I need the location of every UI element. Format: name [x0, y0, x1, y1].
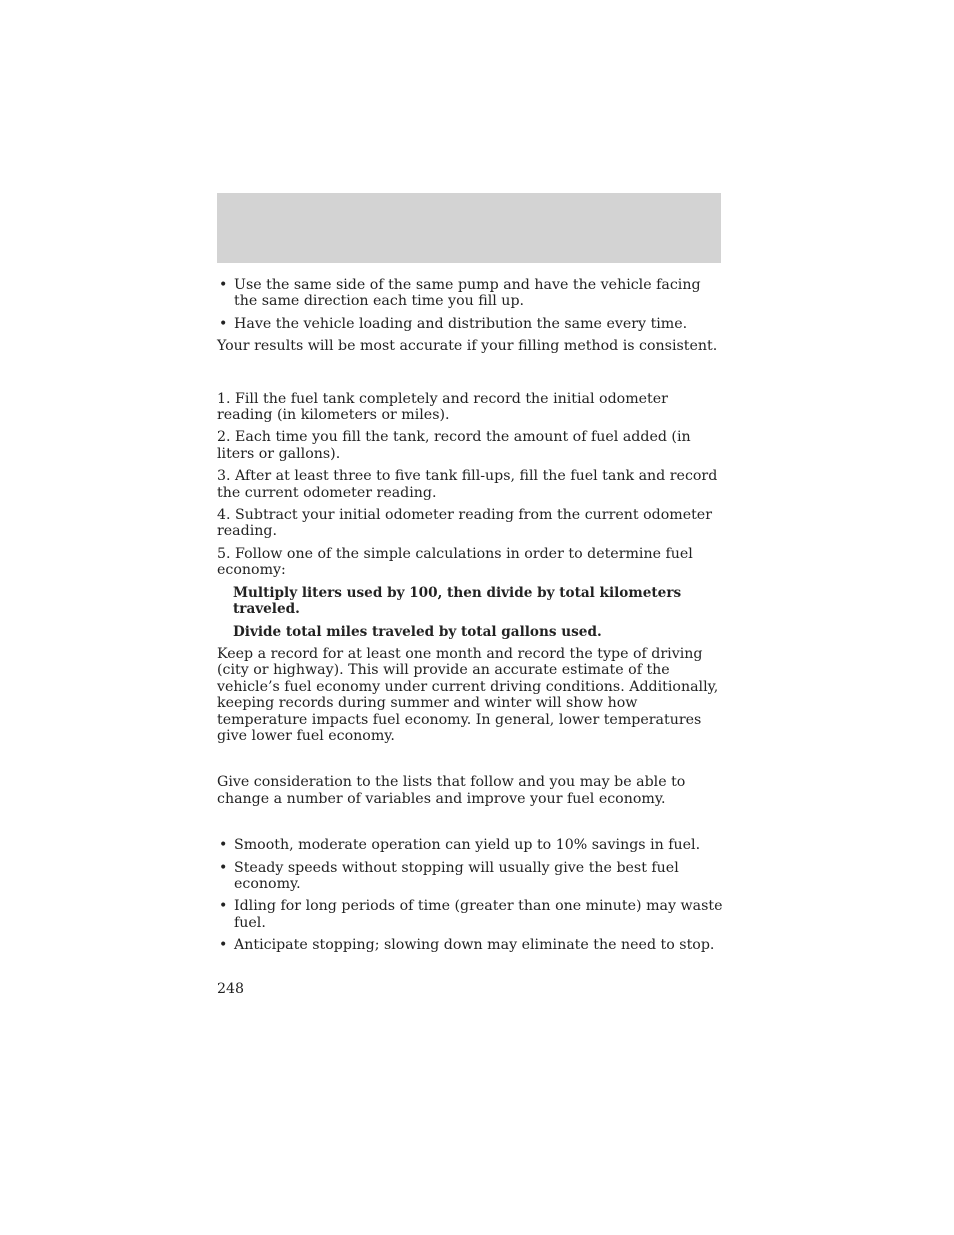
list-item	[217, 860, 723, 893]
list-item	[217, 937, 723, 953]
section-gap	[217, 361, 723, 391]
list-item	[217, 837, 723, 853]
page-number: 248	[217, 981, 245, 997]
calculation-steps	[217, 391, 723, 579]
bullet-icon: •	[219, 859, 228, 876]
metric-formula: Multiply liters used by 100, then divide by total kilometers traveled.	[233, 584, 682, 618]
bullet-icon: •	[219, 315, 228, 332]
list-item-text: Steady speeds without stopping will usually give the best fuel economy.	[234, 859, 679, 892]
list-item-text: Use the same side of the same pump and have the vehicle facing the same direction each time you fill up.	[234, 277, 701, 310]
step-item: 1. Fill the fuel tank completely and record the initial odometer reading (in kilometers or miles).	[217, 390, 668, 424]
us-formula: Divide total miles traveled by total gallons used.	[233, 623, 602, 640]
list-item-text: Anticipate stopping; slowing down may eliminate the need to stop.	[234, 937, 715, 954]
list-item-text: Idling for long periods of time (greater than one minute) may waste fuel.	[234, 898, 723, 931]
list-item	[217, 277, 723, 310]
consistency-note: Your results will be most accurate if your filling method is consistent.	[217, 338, 718, 355]
step-item: 5. Follow one of the simple calculations in order to determine fuel economy:	[217, 545, 693, 579]
step-item: 4. Subtract your initial odometer reading from the current odometer reading.	[217, 507, 712, 540]
list-item-text: Have the vehicle loading and distribution the same every time.	[234, 315, 688, 332]
filling-tips-list	[217, 277, 723, 332]
list-item	[217, 316, 723, 332]
section-header-band	[217, 193, 721, 263]
driving-tips-list	[217, 837, 723, 953]
record-keeping-paragraph: Keep a record for at least one month and record the type of driving (city or highway). This will provide an accurate estimate of the vehicle’s fuel economy under current driving conditions. Additionally, keeping records during summer and winter will show how temperature impacts fuel economy. In general, lower temperatures give lower fuel economy.	[217, 645, 719, 744]
section-gap	[217, 750, 723, 774]
bullet-icon: •	[219, 277, 228, 293]
bullet-icon: •	[219, 937, 228, 954]
consideration-paragraph: Give consideration to the lists that follow and you may be able to change a number of variables and improve your fuel economy.	[217, 774, 686, 807]
section-gap	[217, 813, 723, 837]
step-item: 3. After at least three to five tank fill-ups, fill the fuel tank and record the current odometer reading.	[217, 468, 718, 501]
page-content	[217, 277, 723, 960]
bullet-icon: •	[219, 837, 228, 854]
step-item: 2. Each time you fill the tank, record the amount of fuel added (in liters or gallons).	[217, 429, 691, 462]
list-item-text: Smooth, moderate operation can yield up to 10% savings in fuel.	[234, 837, 701, 854]
list-item	[217, 898, 723, 931]
bullet-icon: •	[219, 898, 228, 915]
